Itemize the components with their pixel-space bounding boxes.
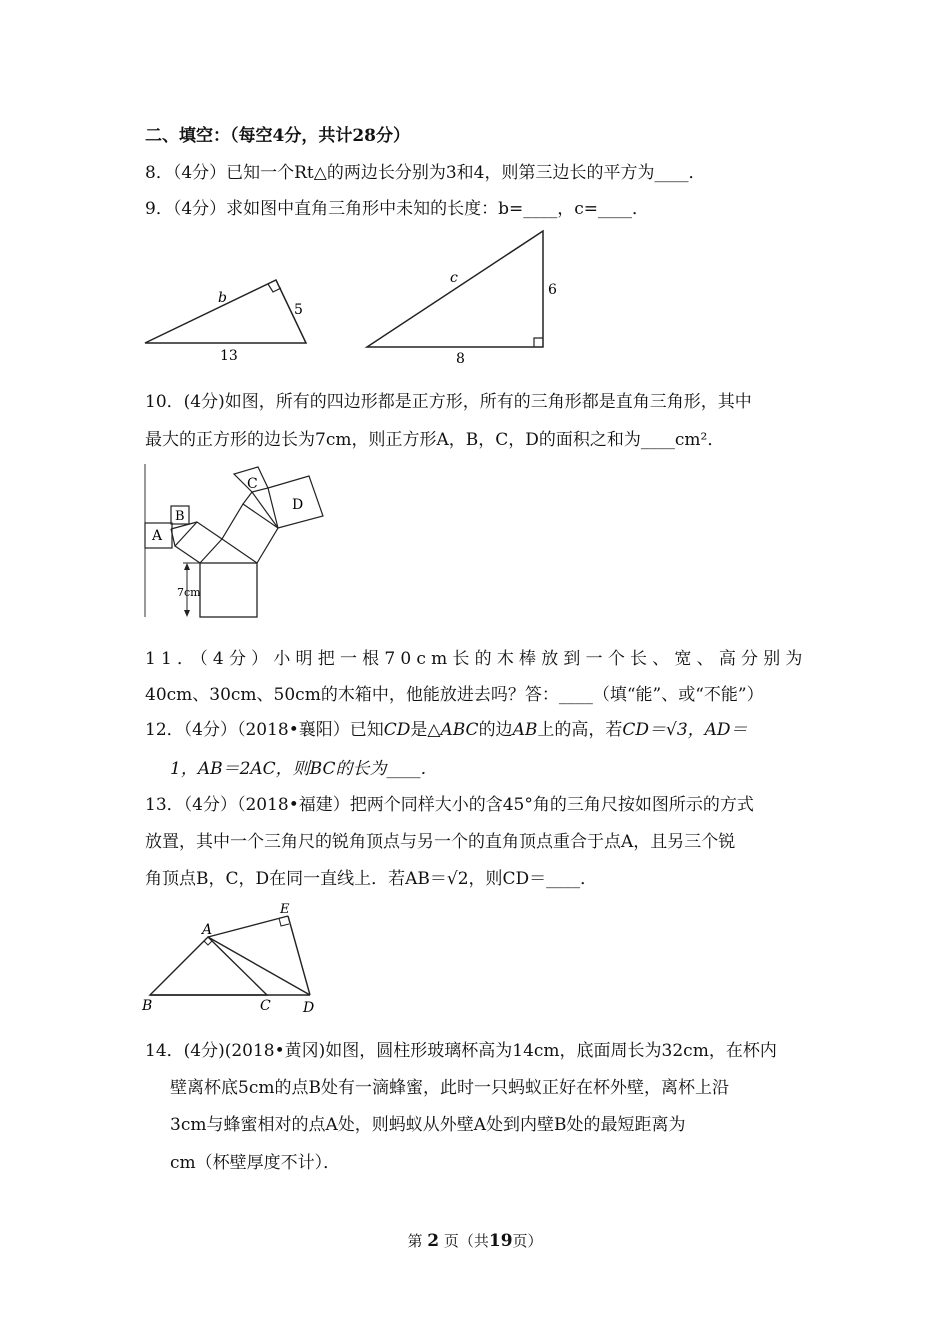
question-9: 9．（4分）求如图中直角三角形中未知的长度：b=____，c=____． xyxy=(145,199,650,219)
q12-text-g: 上的高，若 xyxy=(537,720,623,740)
q9-figure-right xyxy=(362,228,562,368)
q12-text-h: CD＝√3，AD＝ xyxy=(622,720,748,740)
q9-right-label-c: c xyxy=(450,270,458,286)
q9-left-label-5: 5 xyxy=(294,302,303,318)
q13-label-a: A xyxy=(202,922,213,938)
q12-text-a: 12．（4分）（2018•襄阳）已知 xyxy=(145,720,384,740)
footer-middle: 页（共 xyxy=(443,1232,489,1250)
q9-right-label-8: 8 xyxy=(456,351,465,367)
q13-figure xyxy=(140,898,330,1018)
q12-text-f: AB xyxy=(512,720,538,740)
question-8: 8．（4分）已知一个Rt△的两边长分别为3和4，则第三边长的平方为____． xyxy=(145,163,706,183)
q12-text-e: 的边 xyxy=(478,720,513,740)
q9-figure-left xyxy=(140,270,320,365)
question-10-line-1: 10．(4分)如图，所有的四边形都是正方形，所有的三角形都是直角三角形，其中 xyxy=(145,392,752,412)
q10-label-c: C xyxy=(247,476,258,492)
q13-label-e: E xyxy=(280,902,290,917)
q9-left-label-b: b xyxy=(218,290,227,306)
q10-label-7cm: 7cm xyxy=(177,586,201,599)
question-13-line-1: 13．（4分）（2018•福建）把两个同样大小的含45°角的三角尺按如图所示的方式 xyxy=(145,795,754,815)
footer-page-number: 2 xyxy=(427,1231,440,1251)
footer-prefix: 第 xyxy=(407,1232,423,1250)
q13-label-b: B xyxy=(142,998,153,1014)
question-14-line-2: 壁离杯底5cm的点B处有一滴蜂蜜，此时一只蚂蚁正好在杯外壁，离杯上沿 xyxy=(170,1078,729,1098)
page-footer xyxy=(0,1230,950,1251)
q12-text-b: CD xyxy=(383,720,411,740)
q10-figure xyxy=(143,462,333,622)
question-12-line-2: 1，AB＝2AC，则BC的长为____． xyxy=(170,759,438,779)
question-14-line-4: cm（杯壁厚度不计）． xyxy=(170,1153,341,1173)
question-12-line-1 xyxy=(145,719,748,741)
q13-label-d: D xyxy=(303,1000,315,1016)
q9-left-label-13: 13 xyxy=(220,348,238,364)
question-11-line-2: 40cm、30cm、50cm的木箱中，他能放进去吗？答：____（填“能”、或“不能”） xyxy=(145,685,764,705)
q12-text-c: 是△ xyxy=(410,720,441,740)
q12-text-d: ABC xyxy=(440,720,479,740)
footer-suffix: 页） xyxy=(512,1232,543,1250)
question-10-line-2: 最大的正方形的边长为7cm，则正方形A，B，C，D的面积之和为____cm²． xyxy=(145,430,725,450)
section-title: 二、填空：（每空4分，共计28分） xyxy=(145,126,410,146)
q10-label-d: D xyxy=(292,497,304,513)
q10-label-b: B xyxy=(175,509,185,524)
question-14-line-3: 3cm与蜂蜜相对的点A处，则蚂蚁从外壁A处到内壁B处的最短距离为 xyxy=(170,1115,686,1135)
question-13-line-2: 放置，其中一个三角尺的锐角顶点与另一个的直角顶点重合于点A，且另三个锐 xyxy=(145,832,736,852)
q10-label-a: A xyxy=(152,528,163,544)
q13-label-c: C xyxy=(260,998,271,1014)
q9-right-label-6: 6 xyxy=(548,282,557,298)
question-11-line-1: 11．（4分）小明把一根70cm长的木棒放到一个长、宽、高分别为 xyxy=(145,649,808,669)
question-13-line-3: 角顶点B，C，D在同一直线上．若AB＝√2，则CD＝____． xyxy=(145,869,598,889)
question-14-line-1: 14．(4分)(2018•黄冈)如图，圆柱形玻璃杯高为14cm，底面周长为32cm，在杯内 xyxy=(145,1041,777,1061)
footer-total-pages: 19 xyxy=(488,1231,513,1251)
